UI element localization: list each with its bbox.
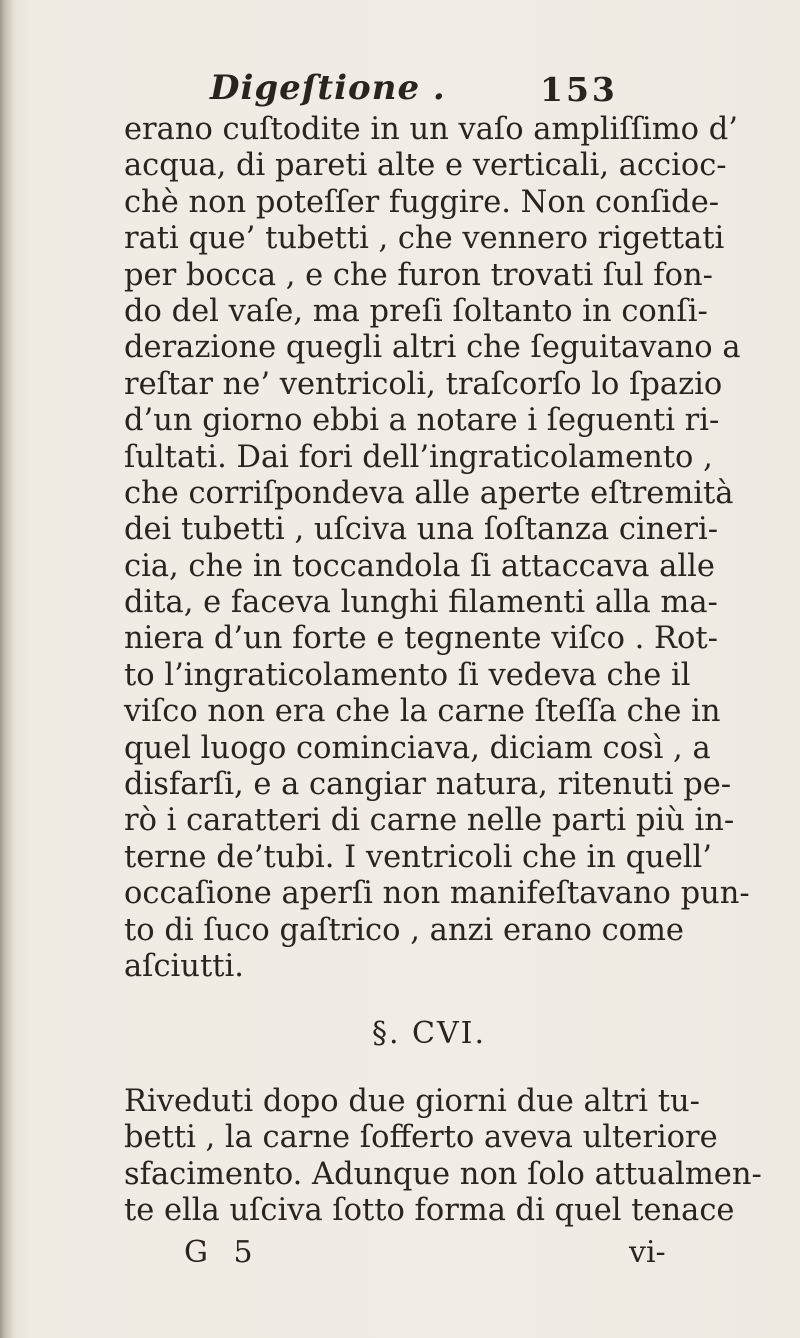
running-head xyxy=(210,68,630,116)
page-number: 153 xyxy=(540,70,618,109)
text-line: to l’ingraticolamento ſi vedeva che il xyxy=(124,657,691,693)
section-cvi xyxy=(124,1014,762,1230)
text-line: acqua, di pareti alte e verticali, accioc- xyxy=(124,148,727,184)
page-gutter-shadow xyxy=(0,0,14,1338)
text-line: dita, e faceva lunghi filamenti alla ma- xyxy=(124,585,718,621)
section-heading: §. CVI. xyxy=(371,1016,487,1051)
text-line: viſco non era che la carne ſteſſa che in xyxy=(124,694,721,730)
text-line: dei tubetti , uſciva una ſoſtanza cineri- xyxy=(124,512,719,548)
text-line: terne de’tubi. I ventricoli che in quell’ xyxy=(124,839,713,875)
text-line: rati que’ tubetti , che vennero rigettati xyxy=(124,221,725,257)
text-line: betti , la carne ſofferto aveva ulteriore xyxy=(124,1120,718,1156)
running-head-title: Digeſtione . xyxy=(210,68,446,108)
catchword: vi- xyxy=(629,1235,666,1270)
text-line: che corriſpondeva alle aperte eſtremità xyxy=(124,475,734,511)
text-line: quel luogo cominciava, diciam così , a xyxy=(124,730,711,766)
text-line: per bocca , e che furon trovati ſul fon- xyxy=(124,257,713,293)
text-line: niera d’un forte e tegnente viſco . Rot- xyxy=(124,621,718,657)
text-line: Riveduti dopo due giorni due altri tu- xyxy=(124,1084,700,1119)
signature-mark: G 5 xyxy=(184,1235,261,1270)
text-line: erano cuſtodite in un vaſo ampliſſimo d’ xyxy=(124,112,738,147)
text-line: rò i caratteri di carne nelle parti più in- xyxy=(124,803,735,839)
text-line: occaſione aperſi non manifeſtavano pun- xyxy=(124,876,750,912)
text-line: te ella uſciva ſotto forma di quel tenace xyxy=(124,1193,735,1229)
text-line: cia, che in toccandola ſi attaccava alle xyxy=(124,548,715,584)
text-line: ſultati. Dai fori dell’ingraticolamento , xyxy=(124,439,713,475)
text-line: aſciutti. xyxy=(124,948,244,984)
text-line: disfarſi, e a cangiar natura, ritenuti pe- xyxy=(124,767,732,803)
main-paragraph xyxy=(124,112,750,985)
text-line: do del vaſe, ma preſi ſoltanto in conſi- xyxy=(124,293,708,329)
text-line: chè non poteſſer fuggire. Non conſide- xyxy=(124,184,720,220)
page-footer xyxy=(124,1235,684,1271)
text-line: reſtar ne’ ventricoli, traſcorſo lo ſpazio xyxy=(124,366,723,402)
text-line: derazione quegli altri che ſeguitavano a xyxy=(124,330,741,366)
text-line: sfacimento. Adunque non ſolo attualmen- xyxy=(124,1156,762,1192)
text-line: d’un giorno ebbi a notare i ſeguenti ri- xyxy=(124,403,720,439)
text-line: to di ſuco gaſtrico , anzi erano come xyxy=(124,912,684,948)
